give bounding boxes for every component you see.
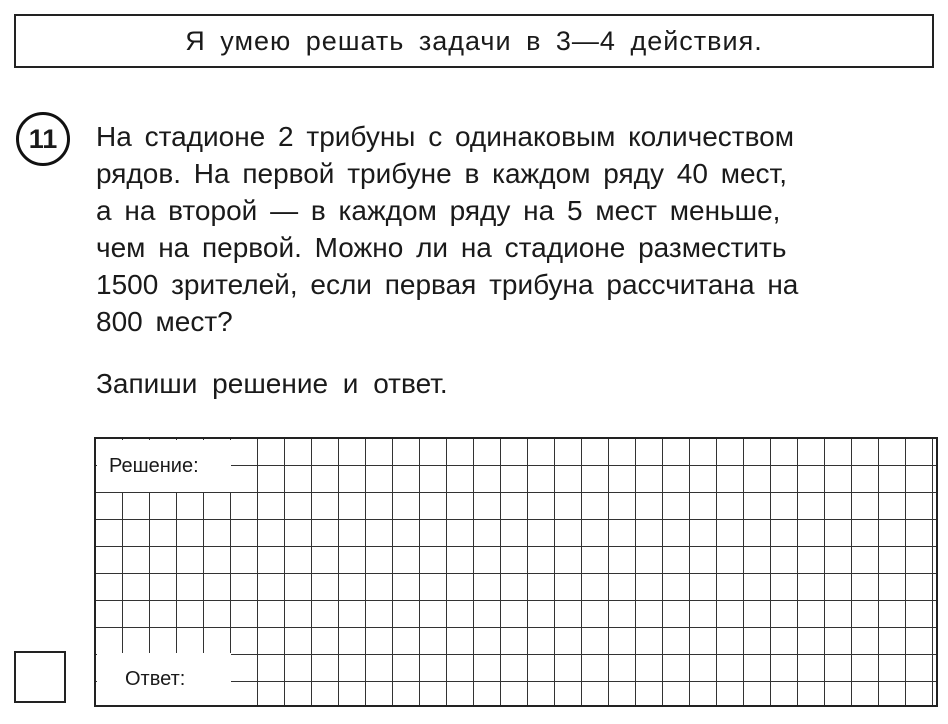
topic-title: Я умею решать задачи в 3—4 действия.	[185, 25, 763, 56]
task-line: а на второй — в каждом ряду на 5 мест меньше,	[96, 195, 781, 226]
task-line: 1500 зрителей, если первая трибуна рассчитана на	[96, 269, 799, 300]
task-line: чем на первой. Можно ли на стадионе разместить	[96, 232, 787, 263]
task-number-badge	[16, 112, 70, 166]
answer-label	[97, 653, 231, 705]
solution-label	[97, 440, 231, 492]
task-number: 11	[28, 123, 58, 154]
score-box[interactable]	[14, 651, 66, 703]
solution-label-text: Решение:	[109, 454, 199, 477]
task-line: На стадионе 2 трибуны с одинаковым количеством	[96, 121, 794, 152]
topic-header	[14, 14, 934, 68]
task-line: 800 мест?	[96, 306, 233, 337]
task-line: рядов. На первой трибуне в каждом ряду 40 мест,	[96, 158, 788, 189]
answer-label-text: Ответ:	[125, 667, 186, 690]
task-instruction: Запиши решение и ответ.	[96, 368, 448, 399]
answer-grid[interactable]	[94, 437, 938, 707]
task-statement	[96, 118, 942, 340]
